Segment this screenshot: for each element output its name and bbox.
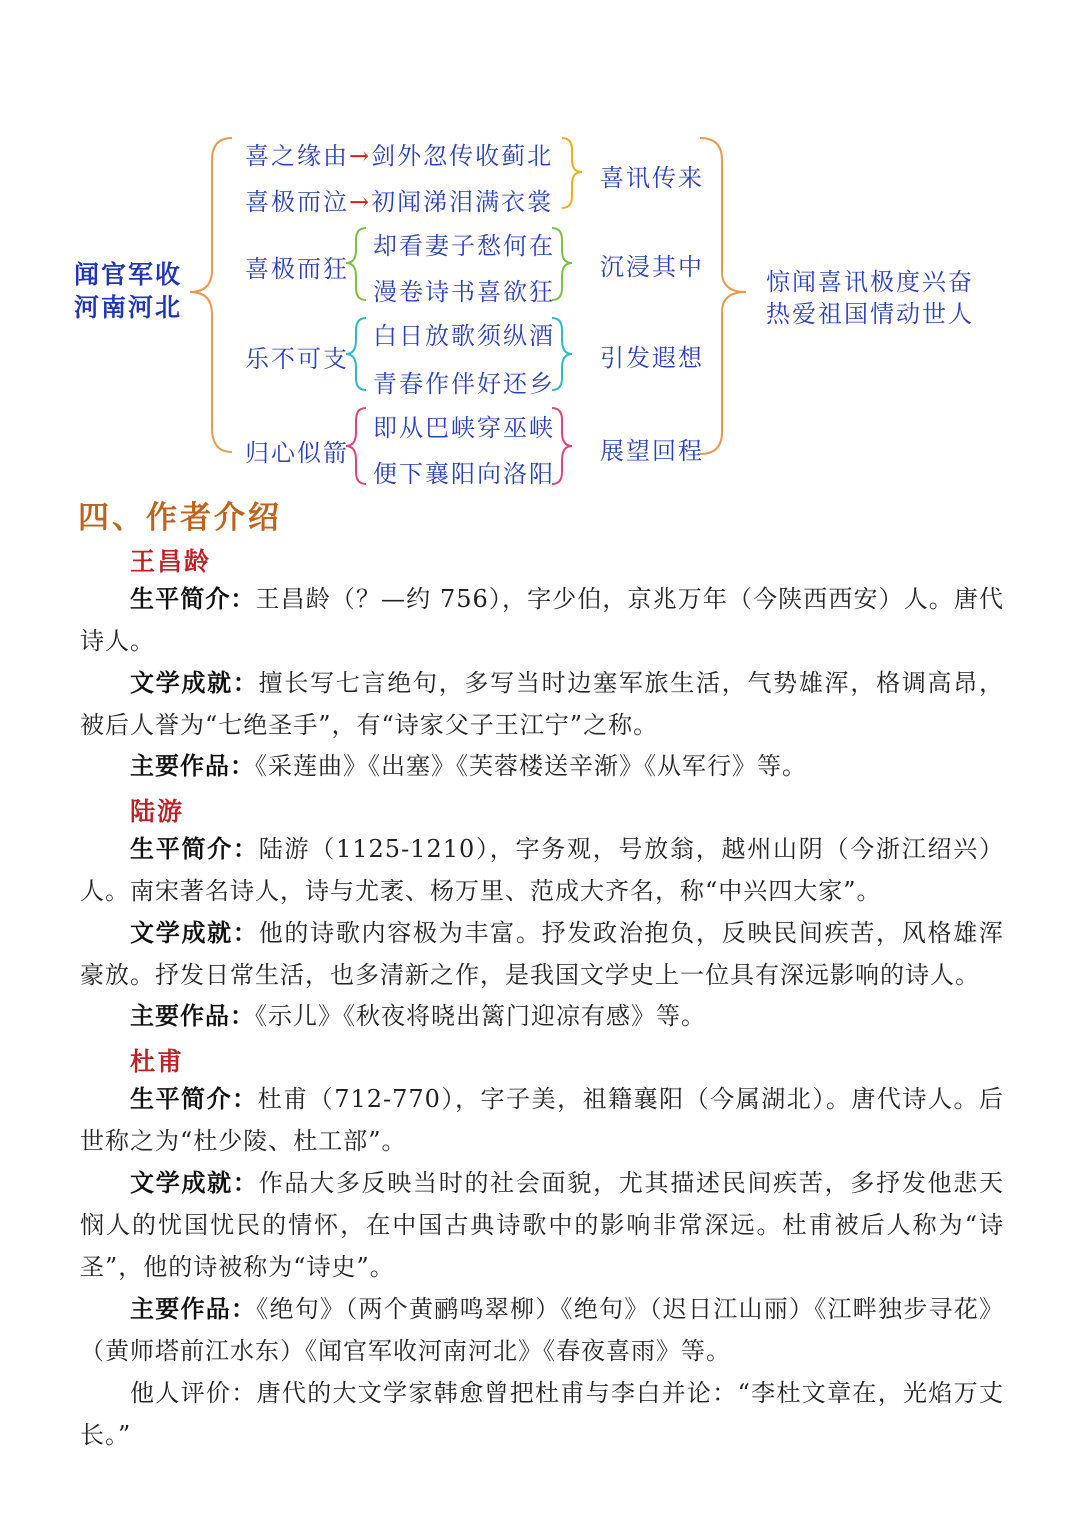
para-label: 生平简介：	[130, 834, 259, 863]
author-wang-works	[80, 745, 1004, 787]
author-du-bio	[80, 1078, 1004, 1162]
diagram-title	[74, 258, 182, 324]
group2-label: 喜极而狂	[245, 255, 349, 283]
group4-label: 归心似箭	[245, 439, 349, 467]
para-label: 生平简介：	[130, 1084, 258, 1113]
arrow-icon: →	[349, 142, 372, 170]
group4-right-brace	[552, 408, 572, 484]
author-du-works	[80, 1288, 1004, 1372]
conclusion-line-2: 热爱祖国情动世人	[766, 300, 974, 328]
author-name-lu: 陆游	[130, 797, 185, 826]
para-text: 作品大多反映当时的社会面貌，尤其描述民间疾苦，多抒发他悲天悯人的忧国忧民的情怀，在中国古典诗歌中的影响非常深远。杜甫被后人称为“诗圣”，他的诗被称为“诗史”。	[80, 1169, 1005, 1281]
para-text: 《采莲曲》《出塞》《芙蓉楼送辛渐》《从军行》等。	[255, 752, 807, 780]
author-lu-works	[80, 995, 1004, 1037]
para-label: 文学成就：	[130, 918, 259, 947]
group4-line-1: 即从巴峡穿巫峡	[373, 414, 555, 442]
para-text: 陆游（1125-1210），字务观，号放翁，越州山阴（今浙江绍兴）人。南宋著名诗人，诗与尤袤、杨万里、范成大齐名，称“中兴四大家”。	[80, 835, 1005, 905]
diagram-title-line-1: 闻官军收	[74, 260, 183, 289]
author-du-achievement	[80, 1162, 1004, 1288]
group1-brace	[562, 138, 582, 208]
group2-left-brace	[346, 228, 366, 300]
para-text: 擅长写七言绝句，多写当时边塞军旅生活，气势雄浑，格调高昂，被后人誉为“七绝圣手”，有“诗家父子王江宁”之称。	[80, 669, 1005, 739]
group4-line-2: 便下襄阳向洛阳	[373, 460, 555, 488]
line-head: 喜之缘由	[245, 142, 349, 170]
line-head: 喜极而泣	[245, 188, 349, 216]
group3-line-2: 青春作伴好还乡	[373, 370, 555, 398]
author-wang-bio	[80, 578, 1004, 662]
para-text: 他的诗歌内容极为丰富。抒发政治抱负，反映民间疾苦，风格雄浑豪放。抒发日常生活，也多清新之作，是我国文学史上一位具有深远影响的诗人。	[80, 919, 1005, 989]
group3-label: 乐不可支	[245, 345, 349, 373]
para-label: 生平简介：	[130, 584, 256, 613]
group1-line-1	[245, 136, 553, 171]
author-lu-bio	[80, 828, 1004, 912]
group4-left-brace	[346, 408, 366, 484]
diagram-title-line-2: 河南河北	[74, 293, 183, 322]
para-label: 主要作品：	[130, 751, 255, 780]
para-text: 《示儿》《秋夜将晓出篱门迎凉有感》等。	[255, 1002, 706, 1030]
group3-line-1: 白日放歌须纵酒	[373, 322, 555, 350]
group1-summary: 喜讯传来	[600, 164, 704, 192]
section-heading: 四、作者介绍	[78, 500, 282, 536]
group3-summary: 引发遐想	[600, 344, 704, 372]
para-text: 杜甫（712-770），字子美，祖籍襄阳（今属湖北）。唐代诗人。后世称之为“杜少陵、杜工部”。	[80, 1085, 1004, 1155]
group2-summary: 沉浸其中	[600, 253, 704, 281]
para-text: 《绝句》（两个黄鹂鸣翠柳）《绝句》（迟日江山丽）《江畔独步寻花》（黄师塔前江水东）《闻官军收河南河北》《春夜喜雨》等。	[80, 1295, 1004, 1365]
main-left-brace	[190, 138, 232, 452]
group2-line-1: 却看妻子愁何在	[373, 232, 555, 260]
group4-summary: 展望回程	[600, 437, 704, 465]
para-label: 主要作品：	[130, 1294, 257, 1323]
para-label: 文学成就：	[130, 668, 259, 697]
para-label: 主要作品：	[130, 1001, 255, 1030]
group1-line-2	[245, 182, 553, 217]
para-label: 文学成就：	[130, 1168, 259, 1197]
author-name-du: 杜甫	[130, 1047, 185, 1076]
author-wang-achievement	[80, 662, 1004, 746]
conclusion-line-1: 惊闻喜讯极度兴奋	[766, 268, 974, 296]
para-text: 他人评价：唐代的大文学家韩愈曾把杜甫与李白并论：“李杜文章在，光焰万丈长。”	[80, 1379, 1004, 1449]
author-du-evaluation	[80, 1372, 1004, 1456]
group2-right-brace	[552, 228, 572, 300]
arrow-icon: →	[349, 188, 372, 216]
group3-right-brace	[552, 318, 572, 390]
line-tail: 初闻涕泪满衣裳	[371, 188, 554, 216]
main-right-brace	[700, 138, 746, 454]
author-lu-achievement	[80, 912, 1004, 996]
group3-left-brace	[346, 318, 366, 390]
group2-line-2: 漫卷诗书喜欲狂	[373, 278, 555, 306]
author-name-wang: 王昌龄	[130, 547, 212, 576]
para-text: 王昌龄（？—约 756），字少伯，京兆万年（今陕西西安）人。唐代诗人。	[80, 585, 1005, 655]
line-tail: 剑外忽传收蓟北	[371, 142, 554, 170]
